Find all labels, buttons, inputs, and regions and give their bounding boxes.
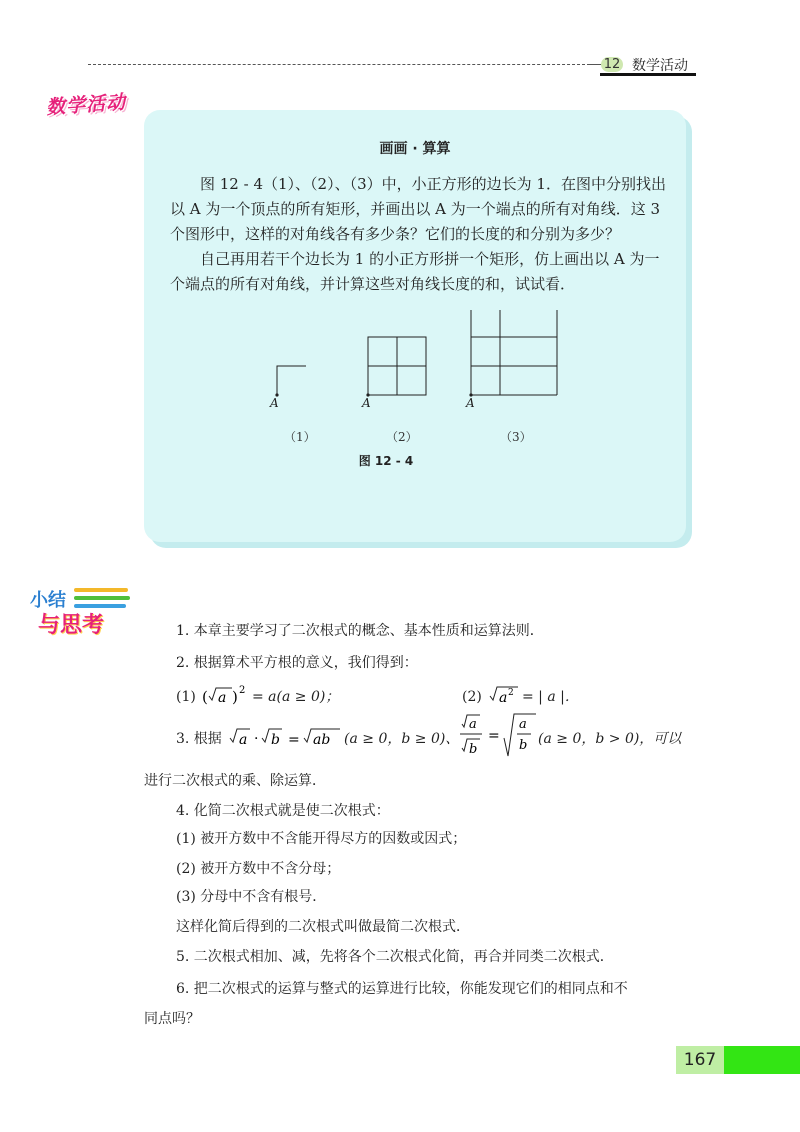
svg-text:2: 2 bbox=[239, 685, 246, 696]
activity-paragraph-2: 自己再用若干个边长为 1 的小正方形拼一个矩形，仿上画出以 A 为一个端点的所有对角线，并计算这些对角线长度的和，试试看． bbox=[170, 250, 660, 293]
summary-item-4-2: (2) 被开方数中不含分母； bbox=[176, 861, 341, 877]
summary-badge-line1: 小结 bbox=[30, 590, 66, 611]
caption-2: （2） bbox=[386, 430, 418, 444]
summary-item-4-3: (3) 分母中不含有根号． bbox=[176, 889, 327, 905]
summary-item-1: 1. 本章主要学习了二次根式的概念、基本性质和运算法则． bbox=[176, 623, 544, 639]
label-a-3: A bbox=[466, 396, 475, 410]
label-a-2: A bbox=[362, 396, 371, 410]
svg-text:b: b bbox=[519, 738, 528, 753]
chapter-title: 数学活动 bbox=[632, 58, 688, 74]
svg-text:a: a bbox=[469, 717, 477, 732]
svg-text:b: b bbox=[271, 732, 280, 748]
sqrt-quotient-formula bbox=[458, 712, 538, 760]
svg-text:): ) bbox=[232, 688, 238, 706]
figure-title: 图 12 - 4 bbox=[358, 454, 414, 468]
grid-2 bbox=[368, 337, 426, 395]
summary-badge-line2: 与思考 bbox=[38, 613, 105, 638]
chapter-number: 12 bbox=[601, 57, 623, 72]
activity-badge: 数学活动 bbox=[45, 91, 127, 119]
label-a-1: A bbox=[270, 396, 279, 410]
svg-text:=: = bbox=[288, 732, 300, 748]
summary-item-6: 6. 把二次根式的运算与整式的运算进行比较，你能发现它们的相同点和不 bbox=[176, 981, 628, 997]
grid-1 bbox=[277, 366, 306, 395]
summary-item-4: 4. 化简二次根式就是使二次根式： bbox=[176, 803, 390, 819]
figure-12-4 bbox=[260, 300, 580, 420]
summary-item-3-cond2: (a ≥ 0，b > 0)，可以 bbox=[538, 731, 682, 747]
summary-item-2b-label: (2) bbox=[462, 689, 482, 705]
summary-item-3-prefix: 3. 根据 bbox=[176, 731, 222, 747]
svg-text:ab: ab bbox=[313, 732, 331, 748]
svg-text:(: ( bbox=[202, 688, 208, 706]
summary-item-3-cond1: (a ≥ 0，b ≥ 0)、 bbox=[344, 731, 460, 747]
summary-item-6-continued: 同点吗？ bbox=[144, 1011, 200, 1027]
svg-text:a: a bbox=[519, 717, 527, 732]
svg-text:b: b bbox=[469, 742, 478, 757]
sqrt-a-squared-formula bbox=[202, 680, 252, 710]
page-number: 167 bbox=[683, 1050, 717, 1070]
sqrt-a2-formula bbox=[488, 680, 522, 710]
summary-item-2a-eq: = a(a ≥ 0)； bbox=[252, 689, 340, 705]
summary-item-2b-eq: = | a |． bbox=[522, 689, 579, 705]
svg-text:2: 2 bbox=[508, 688, 514, 698]
svg-text:=: = bbox=[488, 728, 500, 744]
summary-item-4-note: 这样化简后得到的二次根式叫做最简二次根式． bbox=[176, 919, 470, 935]
summary-item-5: 5. 二次根式相加、减，先将各个二次根式化简，再合并同类二次根式． bbox=[176, 949, 614, 965]
svg-text:a: a bbox=[239, 732, 248, 748]
grid-3 bbox=[471, 310, 557, 395]
summary-item-4-1: (1) 被开方数中不含能开得尽方的因数或因式； bbox=[176, 831, 467, 847]
badge-stripe-2 bbox=[74, 596, 130, 600]
summary-item-2: 2. 根据算术平方根的意义，我们得到： bbox=[176, 655, 418, 671]
summary-item-3-continued: 进行二次根式的乘、除运算． bbox=[144, 773, 326, 789]
summary-item-2a-label: (1) bbox=[176, 689, 196, 705]
caption-1: （1） bbox=[284, 430, 316, 444]
activity-title: 画画 · 算算 bbox=[379, 141, 451, 157]
activity-paragraph-1: 图 12 - 4（1）、（2）、（3）中，小正方形的边长为 1．在图中分别找出以 A 为一个顶点的所有矩形，并画出以 A 为一个端点的所有对角线．这 3 个图形中，这样的对角线各有多少条？它们的长度的和分别为多少？ bbox=[170, 175, 666, 243]
caption-3: （3） bbox=[500, 430, 532, 444]
svg-text:a: a bbox=[499, 690, 508, 706]
svg-text:·: · bbox=[254, 731, 259, 747]
page-number-bar bbox=[724, 1046, 800, 1074]
header-rule bbox=[88, 64, 590, 65]
svg-text:a: a bbox=[218, 690, 227, 706]
badge-stripe-1 bbox=[74, 588, 128, 592]
sqrt-product-formula bbox=[228, 718, 344, 752]
